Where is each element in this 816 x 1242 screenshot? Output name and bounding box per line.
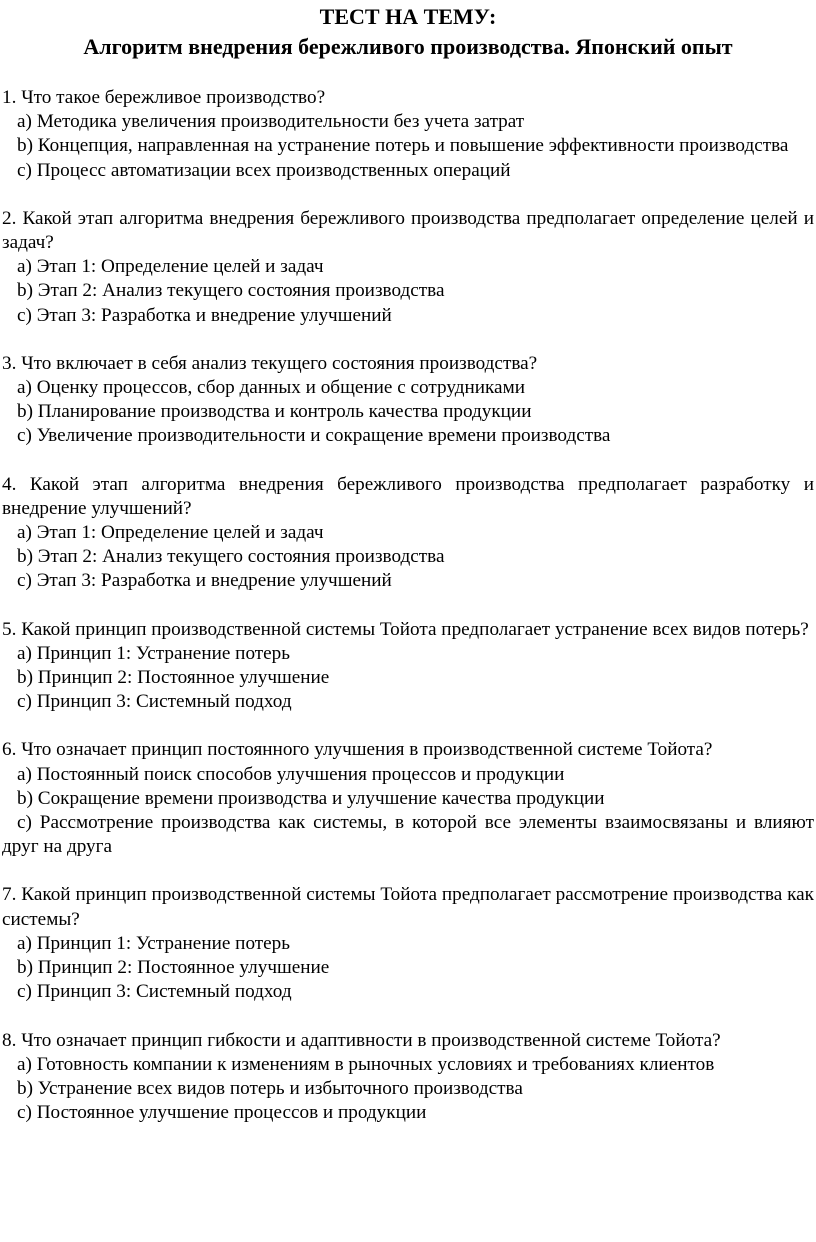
- answer-c: c) Принцип 3: Системный подход: [17, 691, 292, 713]
- question-text: 5. Какой принцип производственной системы Тойота предполагает устранение всех видов потерь?: [2, 618, 809, 640]
- question-text: 3. Что включает в себя анализ текущего состояния производства?: [2, 352, 538, 374]
- answer-a: a) Принцип 1: Устранение потерь: [17, 932, 291, 954]
- title-line-2: Алгоритм внедрения бережливого производства. Японский опыт: [83, 34, 733, 59]
- answer-c: c) Этап 3: Разработка и внедрение улучшений: [17, 304, 392, 326]
- answer-b: b) Этап 2: Анализ текущего состояния производства: [17, 546, 445, 568]
- answer-a: a) Этап 1: Определение целей и задач: [17, 256, 324, 278]
- question-text: 2. Какой этап алгоритма внедрения бережливого производства предполагает определение целей и задач?: [2, 207, 814, 254]
- question-3: [2, 352, 814, 449]
- answer-b: b) Планирование производства и контроль качества продукции: [17, 401, 532, 423]
- question-8: [2, 1029, 814, 1126]
- answer-b: b) Принцип 2: Постоянное улучшение: [17, 667, 330, 689]
- answer-b: b) Устранение всех видов потерь и избыточного производства: [17, 1077, 523, 1099]
- question-4: [2, 473, 814, 594]
- question-2: [2, 207, 814, 328]
- answer-a: a) Этап 1: Определение целей и задач: [17, 522, 324, 544]
- question-1: [2, 86, 814, 183]
- answer-c: c) Принцип 3: Системный подход: [17, 981, 292, 1003]
- answer-a: a) Постоянный поиск способов улучшения процессов и продукции: [17, 763, 565, 785]
- question-text: 4. Какой этап алгоритма внедрения бережливого производства предполагает разработку и внедрение улучшений?: [2, 473, 814, 519]
- answer-b: b) Концепция, направленная на устранение потерь и повышение эффективности производства: [17, 135, 789, 157]
- answer-b: b) Сокращение времени производства и улучшение качества продукции: [17, 787, 605, 809]
- question-6: [2, 738, 814, 859]
- question-text: 1. Что такое бережливое производство?: [2, 87, 326, 108]
- answer-c: c) Рассмотрение производства как системы, в которой все элементы взаимосвязаны и влияют друг на друга: [2, 812, 814, 858]
- answer-a: a) Оценку процессов, сбор данных и общение с сотрудниками: [17, 377, 525, 399]
- answer-b: b) Принцип 2: Постоянное улучшение: [17, 957, 330, 979]
- question-text: 6. Что означает принцип постоянного улучшения в производственной системе Тойота?: [2, 739, 713, 761]
- answer-a: a) Методика увеличения производительности без учета затрат: [17, 111, 525, 133]
- question-7: [2, 883, 814, 1004]
- answer-c: c) Процесс автоматизации всех производственных операций: [17, 159, 511, 181]
- answer-c: c) Постоянное улучшение процессов и продукции: [17, 1102, 427, 1124]
- question-text: 8. Что означает принцип гибкости и адаптивности в производственной системе Тойота?: [2, 1029, 721, 1051]
- title-block: [2, 2, 814, 62]
- answer-c: c) Увеличение производительности и сокращение времени производства: [17, 425, 611, 447]
- answer-a: a) Готовность компании к изменениям в рыночных условиях и требованиях клиентов: [17, 1053, 715, 1075]
- title-line-1: ТЕСТ НА ТЕМУ:: [319, 4, 497, 29]
- answer-a: a) Принцип 1: Устранение потерь: [17, 642, 291, 664]
- question-5: [2, 618, 814, 715]
- answer-b: b) Этап 2: Анализ текущего состояния производства: [17, 280, 445, 302]
- question-text: 7. Какой принцип производственной системы Тойота предполагает рассмотрение производства как системы?: [2, 884, 814, 930]
- answer-c: c) Этап 3: Разработка и внедрение улучшений: [17, 570, 392, 592]
